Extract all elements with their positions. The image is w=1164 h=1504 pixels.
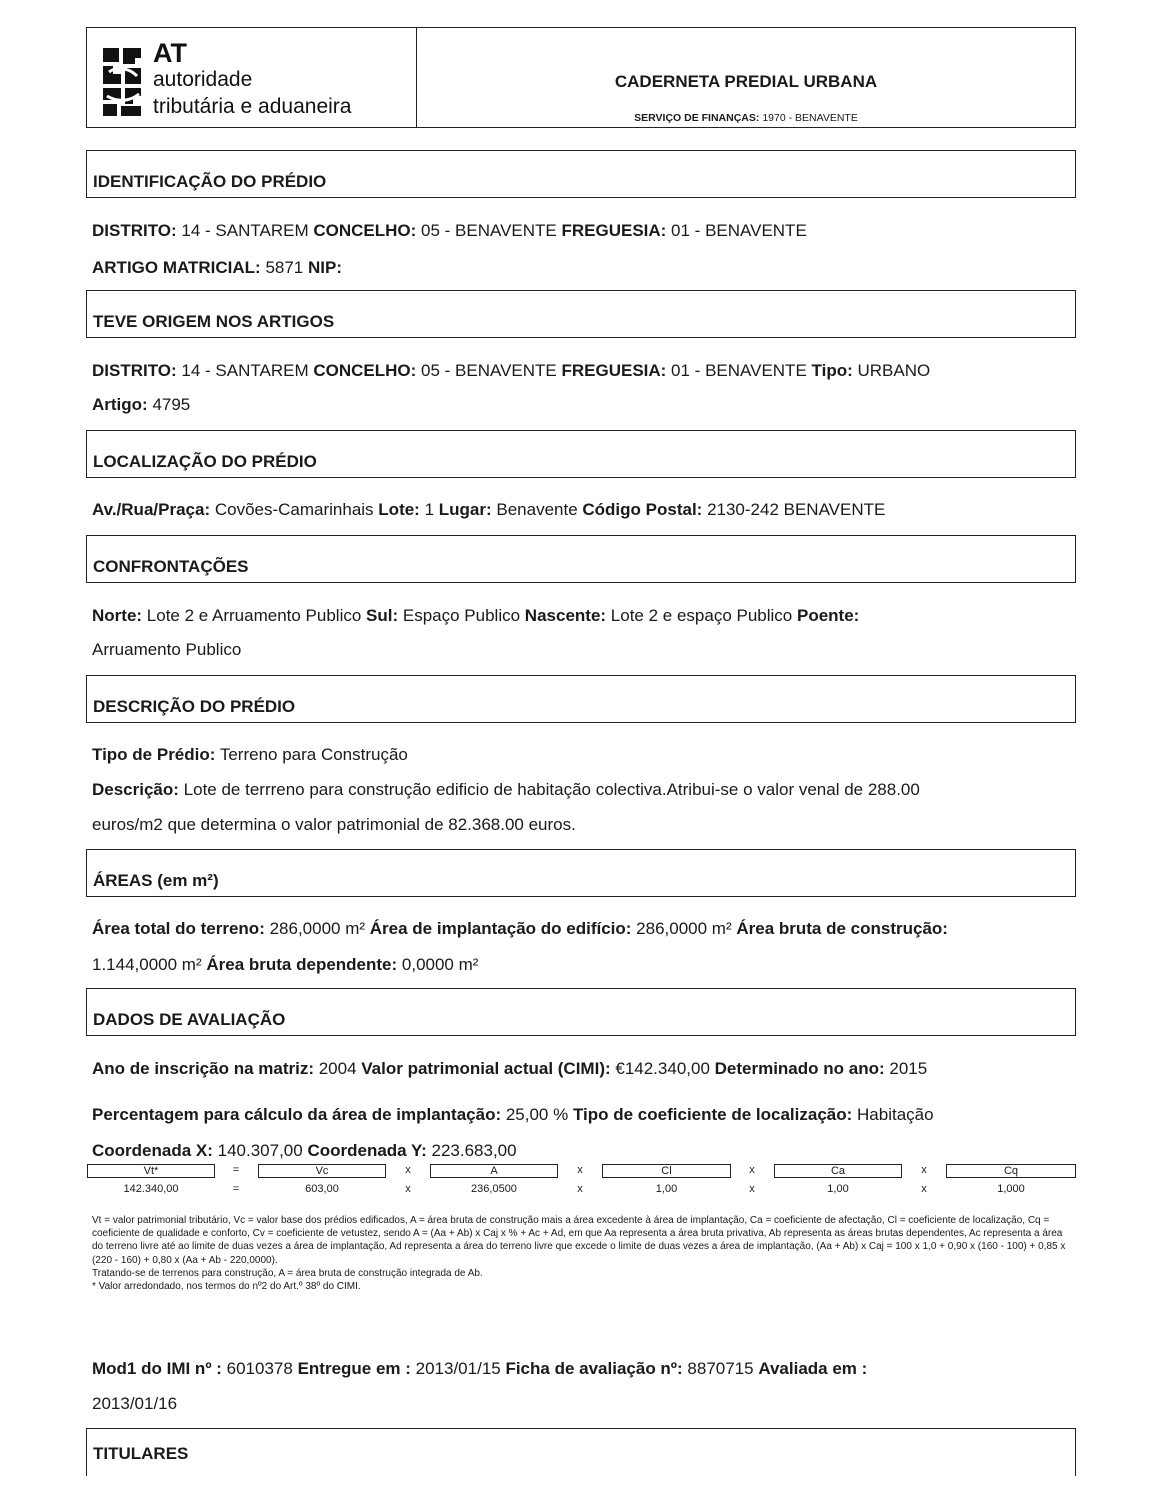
at-emblem-icon <box>97 42 147 122</box>
logo-line-1: autoridade <box>153 68 253 91</box>
field-label: CONCELHO: <box>313 361 417 380</box>
field-label: Entregue em : <box>297 1359 411 1378</box>
tax-office-label: SERVIÇO DE FINANÇAS: <box>634 112 760 124</box>
field-value: Espaço Publico <box>398 606 525 625</box>
formula-value-a: 236,0500 <box>471 1183 517 1195</box>
section-avaliacao <box>86 988 1076 1036</box>
section-titulares <box>86 1428 1076 1476</box>
field-value: 1 <box>419 500 439 519</box>
section-heading: TITULARES <box>93 1444 189 1463</box>
formula-header-a: A <box>430 1164 558 1178</box>
formula-header-cq: Cq <box>946 1164 1076 1178</box>
avaliacao-line-2 <box>92 1105 934 1125</box>
field-label: Artigo: <box>92 395 148 414</box>
field-label: Valor patrimonial actual (CIMI): <box>361 1059 611 1078</box>
field-value: 2015 <box>884 1059 928 1078</box>
formula-op: x <box>921 1183 927 1195</box>
field-value: 8870715 <box>682 1359 759 1378</box>
field-label: FREGUESIA: <box>561 361 667 380</box>
field-value: 6010378 <box>221 1359 298 1378</box>
areas-line-2 <box>92 955 478 975</box>
formula-header-ca: Ca <box>774 1164 902 1178</box>
field-value: €142.340,00 <box>610 1059 715 1078</box>
field-value: 286,0000 m² <box>631 919 737 938</box>
field-value: 2130-242 BENAVENTE <box>702 500 886 519</box>
field-label: Nascente: <box>524 606 607 625</box>
section-heading: DADOS DE AVALIAÇÃO <box>93 1010 286 1029</box>
formula-value-vc: 603,00 <box>305 1183 339 1195</box>
field-value: 5871 <box>260 258 308 277</box>
tax-office <box>417 112 1075 124</box>
field-value: 4795 <box>147 395 191 414</box>
identificacao-line-2 <box>92 258 342 278</box>
formula-op: x <box>577 1183 583 1195</box>
field-value: 223.683,00 <box>426 1141 517 1160</box>
field-label: ARTIGO MATRICIAL: <box>92 258 261 277</box>
field-value: 14 - SANTAREM <box>176 221 314 240</box>
formula-header-vt: Vt* <box>87 1164 215 1178</box>
field-label: Tipo de coeficiente de localização: <box>572 1105 853 1124</box>
field-value: 25,00 % <box>501 1105 573 1124</box>
field-label: NIP: <box>307 258 342 277</box>
field-value: 2004 <box>314 1059 362 1078</box>
field-value: euros/m2 que determina o valor patrimonial de 82.368.00 euros. <box>92 815 576 834</box>
field-label: Área bruta dependente: <box>206 955 398 974</box>
field-label: DISTRITO: <box>92 221 177 240</box>
valuation-formula <box>86 1164 1076 1198</box>
formula-op: x <box>577 1164 583 1176</box>
at-logo <box>95 36 415 124</box>
areas-line-1 <box>92 919 948 939</box>
field-label: CONCELHO: <box>313 221 417 240</box>
section-confrontacoes <box>86 535 1076 583</box>
field-label: Descrição: <box>92 780 179 799</box>
field-value: Arruamento Publico <box>92 640 242 659</box>
logo-at-text: AT <box>153 38 187 68</box>
field-value: 01 - BENAVENTE <box>666 361 812 380</box>
section-heading: TEVE ORIGEM NOS ARTIGOS <box>93 312 335 331</box>
formula-op: x <box>921 1164 927 1176</box>
formula-header-cl: Cl <box>602 1164 731 1178</box>
section-heading: IDENTIFICAÇÃO DO PRÉDIO <box>93 172 327 191</box>
field-label: Lote: <box>378 500 420 519</box>
descricao-line-1 <box>92 745 408 765</box>
formula-value-vt: 142.340,00 <box>123 1183 179 1195</box>
formula-op: x <box>749 1183 755 1195</box>
field-value: 0,0000 m² <box>397 955 479 974</box>
field-label: Determinado no ano: <box>714 1059 885 1078</box>
origem-line-1 <box>92 361 930 381</box>
section-descricao <box>86 675 1076 723</box>
field-value: Lote 2 e Arruamento Publico <box>142 606 367 625</box>
avaliacao-line-1 <box>92 1059 927 1079</box>
section-areas <box>86 849 1076 897</box>
descricao-line-3 <box>92 815 576 835</box>
note-paragraph: Tratando-se de terrenos para construção, A = área bruta de construção integrada de Ab. <box>92 1267 483 1279</box>
origem-line-2 <box>92 395 190 415</box>
formula-value-ca: 1,00 <box>827 1183 849 1195</box>
field-label: Ficha de avaliação nº: <box>505 1359 683 1378</box>
field-value: 286,0000 m² <box>264 919 370 938</box>
field-label: Coordenada X: <box>92 1141 213 1160</box>
field-label: Percentagem para cálculo da área de implantação: <box>92 1105 502 1124</box>
formula-value-cl: 1,00 <box>655 1183 678 1195</box>
field-value: 2013/01/16 <box>92 1394 178 1413</box>
field-value: Lote 2 e espaço Publico <box>606 606 797 625</box>
section-localizacao <box>86 430 1076 478</box>
field-label: Tipo de Prédio: <box>92 745 216 764</box>
avaliacao-line-3 <box>92 1141 517 1161</box>
field-label: Avaliada em : <box>758 1359 868 1378</box>
note-paragraph: * Valor arredondado, nos termos do nº2 do Art.º 38º do CIMI. <box>92 1281 361 1293</box>
document-header <box>86 27 1076 128</box>
field-value: 2013/01/15 <box>410 1359 506 1378</box>
logo-line-2: tributária e aduaneira <box>153 95 352 118</box>
formula-notes <box>92 1214 1072 1293</box>
formula-header-vc: Vc <box>258 1164 386 1178</box>
formula-op: = <box>232 1183 240 1195</box>
mod1-line-2 <box>92 1394 177 1414</box>
field-label: Mod1 do IMI nº : <box>92 1359 222 1378</box>
field-value: 140.307,00 <box>212 1141 308 1160</box>
field-value: 1.144,0000 m² <box>92 955 207 974</box>
field-label: Ano de inscrição na matriz: <box>92 1059 314 1078</box>
field-value: URBANO <box>852 361 931 380</box>
field-value: Terreno para Construção <box>215 745 408 764</box>
formula-op: x <box>405 1183 411 1195</box>
section-heading: DESCRIÇÃO DO PRÉDIO <box>93 697 296 716</box>
field-label: Poente: <box>796 606 860 625</box>
formula-op: = <box>232 1164 240 1176</box>
tax-office-value: 1970 - BENAVENTE <box>759 112 858 124</box>
descricao-line-2 <box>92 780 920 800</box>
mod1-line-1 <box>92 1359 867 1379</box>
field-value: 05 - BENAVENTE <box>416 221 562 240</box>
field-label: DISTRITO: <box>92 361 177 380</box>
field-label: Tipo: <box>811 361 853 380</box>
field-label: Norte: <box>92 606 143 625</box>
localizacao-line <box>92 500 885 520</box>
section-heading: CONFRONTAÇÕES <box>93 557 249 576</box>
field-value: 14 - SANTAREM <box>176 361 314 380</box>
section-heading: ÁREAS (em m²) <box>93 871 219 890</box>
confrontacoes-line-2 <box>92 640 241 660</box>
field-label: FREGUESIA: <box>561 221 667 240</box>
formula-value-cq: 1,000 <box>997 1183 1025 1195</box>
note-paragraph: Vt = valor patrimonial tributário, Vc = valor base dos prédios edificados, A = área bruta de construção mais a área excedente à área de implantação, Ca = coeficiente de afectação, Cl = coeficiente de localização, Cq = coeficiente de qualidade e conforto, Cv = coeficiente de vetustez, sendo A = (Aa + Ab) x Caj x % + Ac + Ad, em que Aa representa a área bruta privativa, Ab representa as áreas brutas dependentes, Ac representa a área do terreno livre até ao limite de duas vezes a área de implantação, Ad representa a área do terreno livre que excede o limite de duas vezes a área de implantação, (Aa + Ab) x Caj = 100 x 1,0 + 0,90 x (160 - 100) + 0,85 x (220 - 160) + 0,80 x (Aa + Ab - 220,0000). <box>92 1215 1066 1266</box>
field-value: 01 - BENAVENTE <box>666 221 807 240</box>
identificacao-line-1 <box>92 221 807 241</box>
section-origem <box>86 290 1076 338</box>
field-value: Lote de terrreno para construção edificio de habitação colectiva.Atribui-se o valor venal de 288.00 <box>178 780 920 799</box>
formula-op: x <box>405 1164 411 1176</box>
confrontacoes-line-1 <box>92 606 859 626</box>
field-label: Área total do terreno: <box>92 919 265 938</box>
field-label: Área de implantação do edifício: <box>369 919 632 938</box>
field-value: Covões-Camarinhais <box>210 500 379 519</box>
field-label: Coordenada Y: <box>307 1141 427 1160</box>
field-label: Lugar: <box>438 500 492 519</box>
field-value: 05 - BENAVENTE <box>416 361 562 380</box>
field-label: Área bruta de construção: <box>736 919 948 938</box>
field-label: Av./Rua/Praça: <box>92 500 211 519</box>
field-label: Código Postal: <box>582 500 703 519</box>
formula-op: x <box>749 1164 755 1176</box>
field-value: Habitação <box>852 1105 934 1124</box>
section-heading: LOCALIZAÇÃO DO PRÉDIO <box>93 452 317 471</box>
document-title: CADERNETA PREDIAL URBANA <box>614 72 878 91</box>
section-identificacao <box>86 150 1076 198</box>
field-label: Sul: <box>366 606 399 625</box>
field-value: Benavente <box>491 500 583 519</box>
